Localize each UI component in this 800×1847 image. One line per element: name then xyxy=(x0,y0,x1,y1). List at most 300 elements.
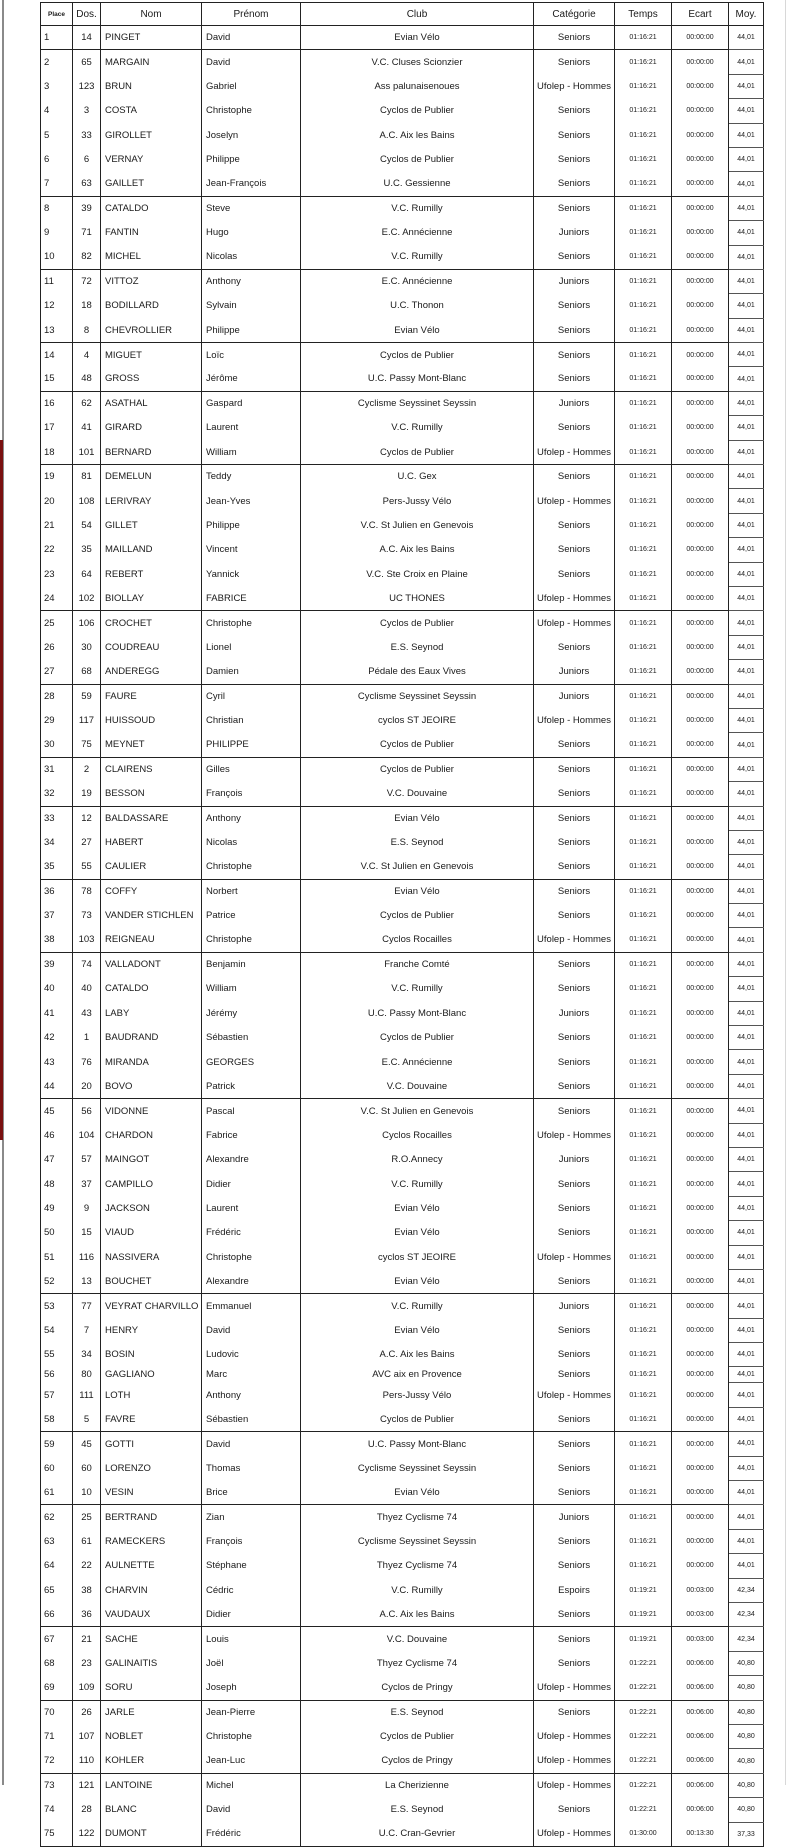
prenom-cell: Frédéric xyxy=(202,1822,301,1846)
ecart-cell: 00:03:00 xyxy=(672,1578,729,1602)
prenom-cell: Jérôme xyxy=(202,367,301,391)
prenom-cell: William xyxy=(202,977,301,1001)
place-cell: 32 xyxy=(41,782,73,806)
table-row xyxy=(41,1294,764,1318)
table-row xyxy=(41,123,764,147)
dos-cell: 28 xyxy=(73,1798,101,1822)
temps-cell: 01:16:21 xyxy=(615,928,672,952)
club-cell: Cyclos de Publier xyxy=(301,757,534,781)
table-row xyxy=(41,172,764,196)
club-cell: Evian Vélo xyxy=(301,26,534,50)
table-row xyxy=(41,635,764,659)
table-row xyxy=(41,830,764,854)
table-row xyxy=(41,562,764,586)
categorie-cell: Ufolep - Hommes xyxy=(534,1773,615,1797)
place-cell: 66 xyxy=(41,1603,73,1627)
dos-cell: 43 xyxy=(73,1001,101,1025)
table-row xyxy=(41,1367,764,1383)
ecart-cell: 00:00:00 xyxy=(672,1343,729,1367)
dos-cell: 107 xyxy=(73,1724,101,1748)
club-cell: Cyclos de Publier xyxy=(301,904,534,928)
header-moy: Moy. xyxy=(729,3,764,26)
table-row xyxy=(41,1026,764,1050)
ecart-cell: 00:00:00 xyxy=(672,221,729,245)
temps-cell: 01:16:21 xyxy=(615,806,672,830)
place-cell: 70 xyxy=(41,1700,73,1724)
dos-cell: 34 xyxy=(73,1343,101,1367)
nom-cell: AULNETTE xyxy=(101,1554,202,1578)
categorie-cell: Seniors xyxy=(534,1407,615,1431)
club-cell: V.C. Rumilly xyxy=(301,196,534,220)
categorie-cell: Seniors xyxy=(534,855,615,879)
club-cell: Ass palunaisenoues xyxy=(301,74,534,98)
place-cell: 39 xyxy=(41,952,73,976)
club-cell: U.C. Passy Mont-Blanc xyxy=(301,367,534,391)
categorie-cell: Juniors xyxy=(534,1001,615,1025)
dos-cell: 55 xyxy=(73,855,101,879)
nom-cell: CATALDO xyxy=(101,977,202,1001)
categorie-cell: Seniors xyxy=(534,904,615,928)
club-cell: Franche Comté xyxy=(301,952,534,976)
moy-cell: 40,80 xyxy=(729,1724,764,1748)
temps-cell: 01:16:21 xyxy=(615,1147,672,1171)
moy-cell: 44,01 xyxy=(729,343,764,367)
prenom-cell: Sylvain xyxy=(202,294,301,318)
dos-cell: 12 xyxy=(73,806,101,830)
moy-cell: 42,34 xyxy=(729,1578,764,1602)
nom-cell: DUMONT xyxy=(101,1822,202,1846)
temps-cell: 01:16:21 xyxy=(615,904,672,928)
ecart-cell: 00:00:00 xyxy=(672,513,729,537)
categorie-cell: Seniors xyxy=(534,147,615,171)
club-cell: UC THONES xyxy=(301,586,534,610)
ecart-cell: 00:00:00 xyxy=(672,1294,729,1318)
categorie-cell: Seniors xyxy=(534,1627,615,1651)
moy-cell: 44,01 xyxy=(729,123,764,147)
dos-cell: 68 xyxy=(73,660,101,684)
ecart-cell: 00:00:00 xyxy=(672,562,729,586)
nom-cell: MIGUET xyxy=(101,343,202,367)
nom-cell: GAGLIANO xyxy=(101,1367,202,1383)
prenom-cell: Zian xyxy=(202,1505,301,1529)
temps-cell: 01:16:21 xyxy=(615,99,672,123)
moy-cell: 44,01 xyxy=(729,1050,764,1074)
categorie-cell: Ufolep - Hommes xyxy=(534,1749,615,1773)
categorie-cell: Seniors xyxy=(534,538,615,562)
nom-cell: CATALDO xyxy=(101,196,202,220)
nom-cell: BODILLARD xyxy=(101,294,202,318)
table-row xyxy=(41,74,764,98)
dos-cell: 25 xyxy=(73,1505,101,1529)
ecart-cell: 00:00:00 xyxy=(672,1245,729,1269)
place-cell: 58 xyxy=(41,1407,73,1431)
moy-cell: 42,34 xyxy=(729,1603,764,1627)
table-row xyxy=(41,1554,764,1578)
categorie-cell: Ufolep - Hommes xyxy=(534,611,615,635)
prenom-cell: Sébastien xyxy=(202,1026,301,1050)
temps-cell: 01:22:21 xyxy=(615,1676,672,1700)
nom-cell: BIOLLAY xyxy=(101,586,202,610)
dos-cell: 45 xyxy=(73,1432,101,1456)
nom-cell: CHARDON xyxy=(101,1123,202,1147)
club-cell: V.C. St Julien en Genevois xyxy=(301,513,534,537)
moy-cell: 44,01 xyxy=(729,99,764,123)
dos-cell: 56 xyxy=(73,1099,101,1123)
dos-cell: 110 xyxy=(73,1749,101,1773)
ecart-cell: 00:00:00 xyxy=(672,586,729,610)
table-body xyxy=(41,26,764,1847)
moy-cell: 44,01 xyxy=(729,782,764,806)
nom-cell: VAUDAUX xyxy=(101,1603,202,1627)
ecart-cell: 00:00:00 xyxy=(672,1196,729,1220)
ecart-cell: 00:00:00 xyxy=(672,708,729,732)
dos-cell: 19 xyxy=(73,782,101,806)
prenom-cell: Cédric xyxy=(202,1578,301,1602)
categorie-cell: Ufolep - Hommes xyxy=(534,489,615,513)
ecart-cell: 00:00:00 xyxy=(672,26,729,50)
temps-cell: 01:16:21 xyxy=(615,1074,672,1098)
dos-cell: 33 xyxy=(73,123,101,147)
categorie-cell: Ufolep - Hommes xyxy=(534,1245,615,1269)
categorie-cell: Ufolep - Hommes xyxy=(534,1724,615,1748)
moy-cell: 44,01 xyxy=(729,416,764,440)
ecart-cell: 00:00:00 xyxy=(672,465,729,489)
prenom-cell: Patrice xyxy=(202,904,301,928)
nom-cell: HABERT xyxy=(101,830,202,854)
table-row xyxy=(41,782,764,806)
club-cell: R.O.Annecy xyxy=(301,1147,534,1171)
categorie-cell: Seniors xyxy=(534,1269,615,1293)
categorie-cell: Seniors xyxy=(534,294,615,318)
place-cell: 38 xyxy=(41,928,73,952)
nom-cell: LOTH xyxy=(101,1383,202,1407)
table-row xyxy=(41,1749,764,1773)
club-cell: Cyclos Rocailles xyxy=(301,1123,534,1147)
table-row xyxy=(41,977,764,1001)
place-cell: 30 xyxy=(41,733,73,757)
categorie-cell: Seniors xyxy=(534,806,615,830)
place-cell: 46 xyxy=(41,1123,73,1147)
categorie-cell: Seniors xyxy=(534,1603,615,1627)
moy-cell: 42,34 xyxy=(729,1627,764,1651)
categorie-cell: Seniors xyxy=(534,318,615,342)
dos-cell: 73 xyxy=(73,904,101,928)
dos-cell: 75 xyxy=(73,733,101,757)
moy-cell: 44,01 xyxy=(729,196,764,220)
place-cell: 21 xyxy=(41,513,73,537)
dos-cell: 35 xyxy=(73,538,101,562)
nom-cell: LABY xyxy=(101,1001,202,1025)
categorie-cell: Ufolep - Hommes xyxy=(534,74,615,98)
ecart-cell: 00:00:00 xyxy=(672,1026,729,1050)
dos-cell: 5 xyxy=(73,1407,101,1431)
table-row xyxy=(41,1074,764,1098)
dos-cell: 82 xyxy=(73,245,101,269)
dos-cell: 59 xyxy=(73,684,101,708)
moy-cell: 44,01 xyxy=(729,50,764,74)
nom-cell: CROCHET xyxy=(101,611,202,635)
place-cell: 33 xyxy=(41,806,73,830)
club-cell: V.C. Rumilly xyxy=(301,1172,534,1196)
ecart-cell: 00:00:00 xyxy=(672,172,729,196)
prenom-cell: Jean-Yves xyxy=(202,489,301,513)
nom-cell: VEYRAT CHARVILLO xyxy=(101,1294,202,1318)
categorie-cell: Seniors xyxy=(534,1798,615,1822)
ecart-cell: 00:06:00 xyxy=(672,1676,729,1700)
moy-cell: 44,01 xyxy=(729,1343,764,1367)
ecart-cell: 00:03:00 xyxy=(672,1627,729,1651)
club-cell: Cyclisme Seyssinet Seyssin xyxy=(301,391,534,415)
temps-cell: 01:19:21 xyxy=(615,1578,672,1602)
temps-cell: 01:16:21 xyxy=(615,1407,672,1431)
nom-cell: GAILLET xyxy=(101,172,202,196)
prenom-cell: Didier xyxy=(202,1172,301,1196)
categorie-cell: Ufolep - Hommes xyxy=(534,1123,615,1147)
categorie-cell: Seniors xyxy=(534,952,615,976)
categorie-cell: Seniors xyxy=(534,782,615,806)
categorie-cell: Juniors xyxy=(534,221,615,245)
table-row xyxy=(41,1822,764,1846)
place-cell: 35 xyxy=(41,855,73,879)
nom-cell: MEYNET xyxy=(101,733,202,757)
temps-cell: 01:16:21 xyxy=(615,1245,672,1269)
moy-cell: 44,01 xyxy=(729,806,764,830)
ecart-cell: 00:06:00 xyxy=(672,1749,729,1773)
ecart-cell: 00:00:00 xyxy=(672,1001,729,1025)
table-row xyxy=(41,757,764,781)
nom-cell: GOTTI xyxy=(101,1432,202,1456)
categorie-cell: Seniors xyxy=(534,1367,615,1383)
place-cell: 28 xyxy=(41,684,73,708)
ecart-cell: 00:00:00 xyxy=(672,440,729,464)
nom-cell: MAINGOT xyxy=(101,1147,202,1171)
place-cell: 43 xyxy=(41,1050,73,1074)
temps-cell: 01:16:21 xyxy=(615,1343,672,1367)
nom-cell: REIGNEAU xyxy=(101,928,202,952)
ecart-cell: 00:00:00 xyxy=(672,1099,729,1123)
ecart-cell: 00:00:00 xyxy=(672,879,729,903)
temps-cell: 01:16:21 xyxy=(615,611,672,635)
place-cell: 26 xyxy=(41,635,73,659)
club-cell: Cyclos de Pringy xyxy=(301,1676,534,1700)
temps-cell: 01:16:21 xyxy=(615,1196,672,1220)
prenom-cell: Yannick xyxy=(202,562,301,586)
place-cell: 18 xyxy=(41,440,73,464)
dos-cell: 8 xyxy=(73,318,101,342)
table-row xyxy=(41,855,764,879)
temps-cell: 01:16:21 xyxy=(615,489,672,513)
categorie-cell: Seniors xyxy=(534,879,615,903)
table-row xyxy=(41,147,764,171)
nom-cell: CAMPILLO xyxy=(101,1172,202,1196)
table-row xyxy=(41,1147,764,1171)
temps-cell: 01:16:21 xyxy=(615,74,672,98)
moy-cell: 44,01 xyxy=(729,1245,764,1269)
table-row xyxy=(41,1407,764,1431)
nom-cell: BALDASSARE xyxy=(101,806,202,830)
ecart-cell: 00:00:00 xyxy=(672,1221,729,1245)
ecart-cell: 00:00:00 xyxy=(672,1407,729,1431)
table-row xyxy=(41,1603,764,1627)
place-cell: 75 xyxy=(41,1822,73,1846)
temps-cell: 01:16:21 xyxy=(615,1050,672,1074)
table-row xyxy=(41,26,764,50)
temps-cell: 01:16:21 xyxy=(615,1001,672,1025)
ecart-cell: 00:00:00 xyxy=(672,1050,729,1074)
header-ecart: Ecart xyxy=(672,3,729,26)
ecart-cell: 00:00:00 xyxy=(672,660,729,684)
nom-cell: BERNARD xyxy=(101,440,202,464)
dos-cell: 108 xyxy=(73,489,101,513)
table-row xyxy=(41,1318,764,1342)
club-cell: Cyclos Rocailles xyxy=(301,928,534,952)
club-cell: V.C. Ste Croix en Plaine xyxy=(301,562,534,586)
prenom-cell: Loïc xyxy=(202,343,301,367)
dos-cell: 38 xyxy=(73,1578,101,1602)
dos-cell: 2 xyxy=(73,757,101,781)
dos-cell: 63 xyxy=(73,172,101,196)
place-cell: 36 xyxy=(41,879,73,903)
temps-cell: 01:16:21 xyxy=(615,708,672,732)
table-row xyxy=(41,391,764,415)
header-temps: Temps xyxy=(615,3,672,26)
temps-cell: 01:16:21 xyxy=(615,782,672,806)
place-cell: 54 xyxy=(41,1318,73,1342)
table-row xyxy=(41,513,764,537)
categorie-cell: Seniors xyxy=(534,99,615,123)
nom-cell: BERTRAND xyxy=(101,1505,202,1529)
place-cell: 63 xyxy=(41,1529,73,1553)
place-cell: 16 xyxy=(41,391,73,415)
moy-cell: 44,01 xyxy=(729,391,764,415)
categorie-cell: Seniors xyxy=(534,513,615,537)
temps-cell: 01:16:21 xyxy=(615,1432,672,1456)
ecart-cell: 00:00:00 xyxy=(672,1318,729,1342)
temps-cell: 01:16:21 xyxy=(615,1367,672,1383)
moy-cell: 40,80 xyxy=(729,1651,764,1675)
categorie-cell: Ufolep - Hommes xyxy=(534,1383,615,1407)
prenom-cell: Patrick xyxy=(202,1074,301,1098)
ecart-cell: 00:00:00 xyxy=(672,952,729,976)
moy-cell: 44,01 xyxy=(729,465,764,489)
ecart-cell: 00:00:00 xyxy=(672,757,729,781)
place-cell: 52 xyxy=(41,1269,73,1293)
categorie-cell: Juniors xyxy=(534,269,615,293)
prenom-cell: Jean-Luc xyxy=(202,1749,301,1773)
ecart-cell: 00:00:00 xyxy=(672,1481,729,1505)
ecart-cell: 00:00:00 xyxy=(672,50,729,74)
table-row xyxy=(41,708,764,732)
place-cell: 12 xyxy=(41,294,73,318)
nom-cell: CLAIRENS xyxy=(101,757,202,781)
prenom-cell: Joselyn xyxy=(202,123,301,147)
categorie-cell: Espoirs xyxy=(534,1578,615,1602)
moy-cell: 44,01 xyxy=(729,1147,764,1171)
dos-cell: 121 xyxy=(73,1773,101,1797)
table-row xyxy=(41,586,764,610)
place-cell: 15 xyxy=(41,367,73,391)
ecart-cell: 00:00:00 xyxy=(672,1505,729,1529)
moy-cell: 44,01 xyxy=(729,1172,764,1196)
ecart-cell: 00:00:00 xyxy=(672,1269,729,1293)
club-cell: A.C. Aix les Bains xyxy=(301,123,534,147)
dos-cell: 36 xyxy=(73,1603,101,1627)
prenom-cell: Benjamin xyxy=(202,952,301,976)
table-row xyxy=(41,879,764,903)
place-cell: 10 xyxy=(41,245,73,269)
place-cell: 60 xyxy=(41,1456,73,1480)
prenom-cell: Christophe xyxy=(202,99,301,123)
ecart-cell: 00:00:00 xyxy=(672,489,729,513)
table-row xyxy=(41,928,764,952)
ecart-cell: 00:03:00 xyxy=(672,1603,729,1627)
moy-cell: 44,01 xyxy=(729,1001,764,1025)
table-row xyxy=(41,1123,764,1147)
club-cell: Evian Vélo xyxy=(301,879,534,903)
prenom-cell: Norbert xyxy=(202,879,301,903)
header-club: Club xyxy=(301,3,534,26)
dos-cell: 72 xyxy=(73,269,101,293)
ecart-cell: 00:00:00 xyxy=(672,855,729,879)
ecart-cell: 00:00:00 xyxy=(672,1383,729,1407)
nom-cell: NOBLET xyxy=(101,1724,202,1748)
prenom-cell: Joël xyxy=(202,1651,301,1675)
temps-cell: 01:16:21 xyxy=(615,440,672,464)
club-cell: Pédale des Eaux Vives xyxy=(301,660,534,684)
prenom-cell: Laurent xyxy=(202,416,301,440)
place-cell: 73 xyxy=(41,1773,73,1797)
temps-cell: 01:19:21 xyxy=(615,1603,672,1627)
club-cell: Cyclos de Publier xyxy=(301,440,534,464)
moy-cell: 44,01 xyxy=(729,1554,764,1578)
categorie-cell: Seniors xyxy=(534,1074,615,1098)
place-cell: 42 xyxy=(41,1026,73,1050)
ecart-cell: 00:00:00 xyxy=(672,830,729,854)
temps-cell: 01:16:21 xyxy=(615,147,672,171)
nom-cell: SORU xyxy=(101,1676,202,1700)
table-row xyxy=(41,1050,764,1074)
prenom-cell: Christophe xyxy=(202,928,301,952)
place-cell: 13 xyxy=(41,318,73,342)
moy-cell: 44,01 xyxy=(729,879,764,903)
ecart-cell: 00:00:00 xyxy=(672,367,729,391)
prenom-cell: Teddy xyxy=(202,465,301,489)
moy-cell: 44,01 xyxy=(729,830,764,854)
dos-cell: 123 xyxy=(73,74,101,98)
categorie-cell: Juniors xyxy=(534,1147,615,1171)
dos-cell: 76 xyxy=(73,1050,101,1074)
table-row xyxy=(41,1456,764,1480)
table-row xyxy=(41,611,764,635)
temps-cell: 01:16:21 xyxy=(615,757,672,781)
table-row xyxy=(41,221,764,245)
prenom-cell: Gaspard xyxy=(202,391,301,415)
nom-cell: ANDEREGG xyxy=(101,660,202,684)
temps-cell: 01:16:21 xyxy=(615,123,672,147)
prenom-cell: Cyril xyxy=(202,684,301,708)
ecart-cell: 00:00:00 xyxy=(672,904,729,928)
place-cell: 11 xyxy=(41,269,73,293)
dos-cell: 78 xyxy=(73,879,101,903)
nom-cell: JACKSON xyxy=(101,1196,202,1220)
categorie-cell: Seniors xyxy=(534,1196,615,1220)
categorie-cell: Seniors xyxy=(534,465,615,489)
dos-cell: 23 xyxy=(73,1651,101,1675)
temps-cell: 01:16:21 xyxy=(615,196,672,220)
ecart-cell: 00:00:00 xyxy=(672,1456,729,1480)
categorie-cell: Seniors xyxy=(534,562,615,586)
prenom-cell: Philippe xyxy=(202,318,301,342)
